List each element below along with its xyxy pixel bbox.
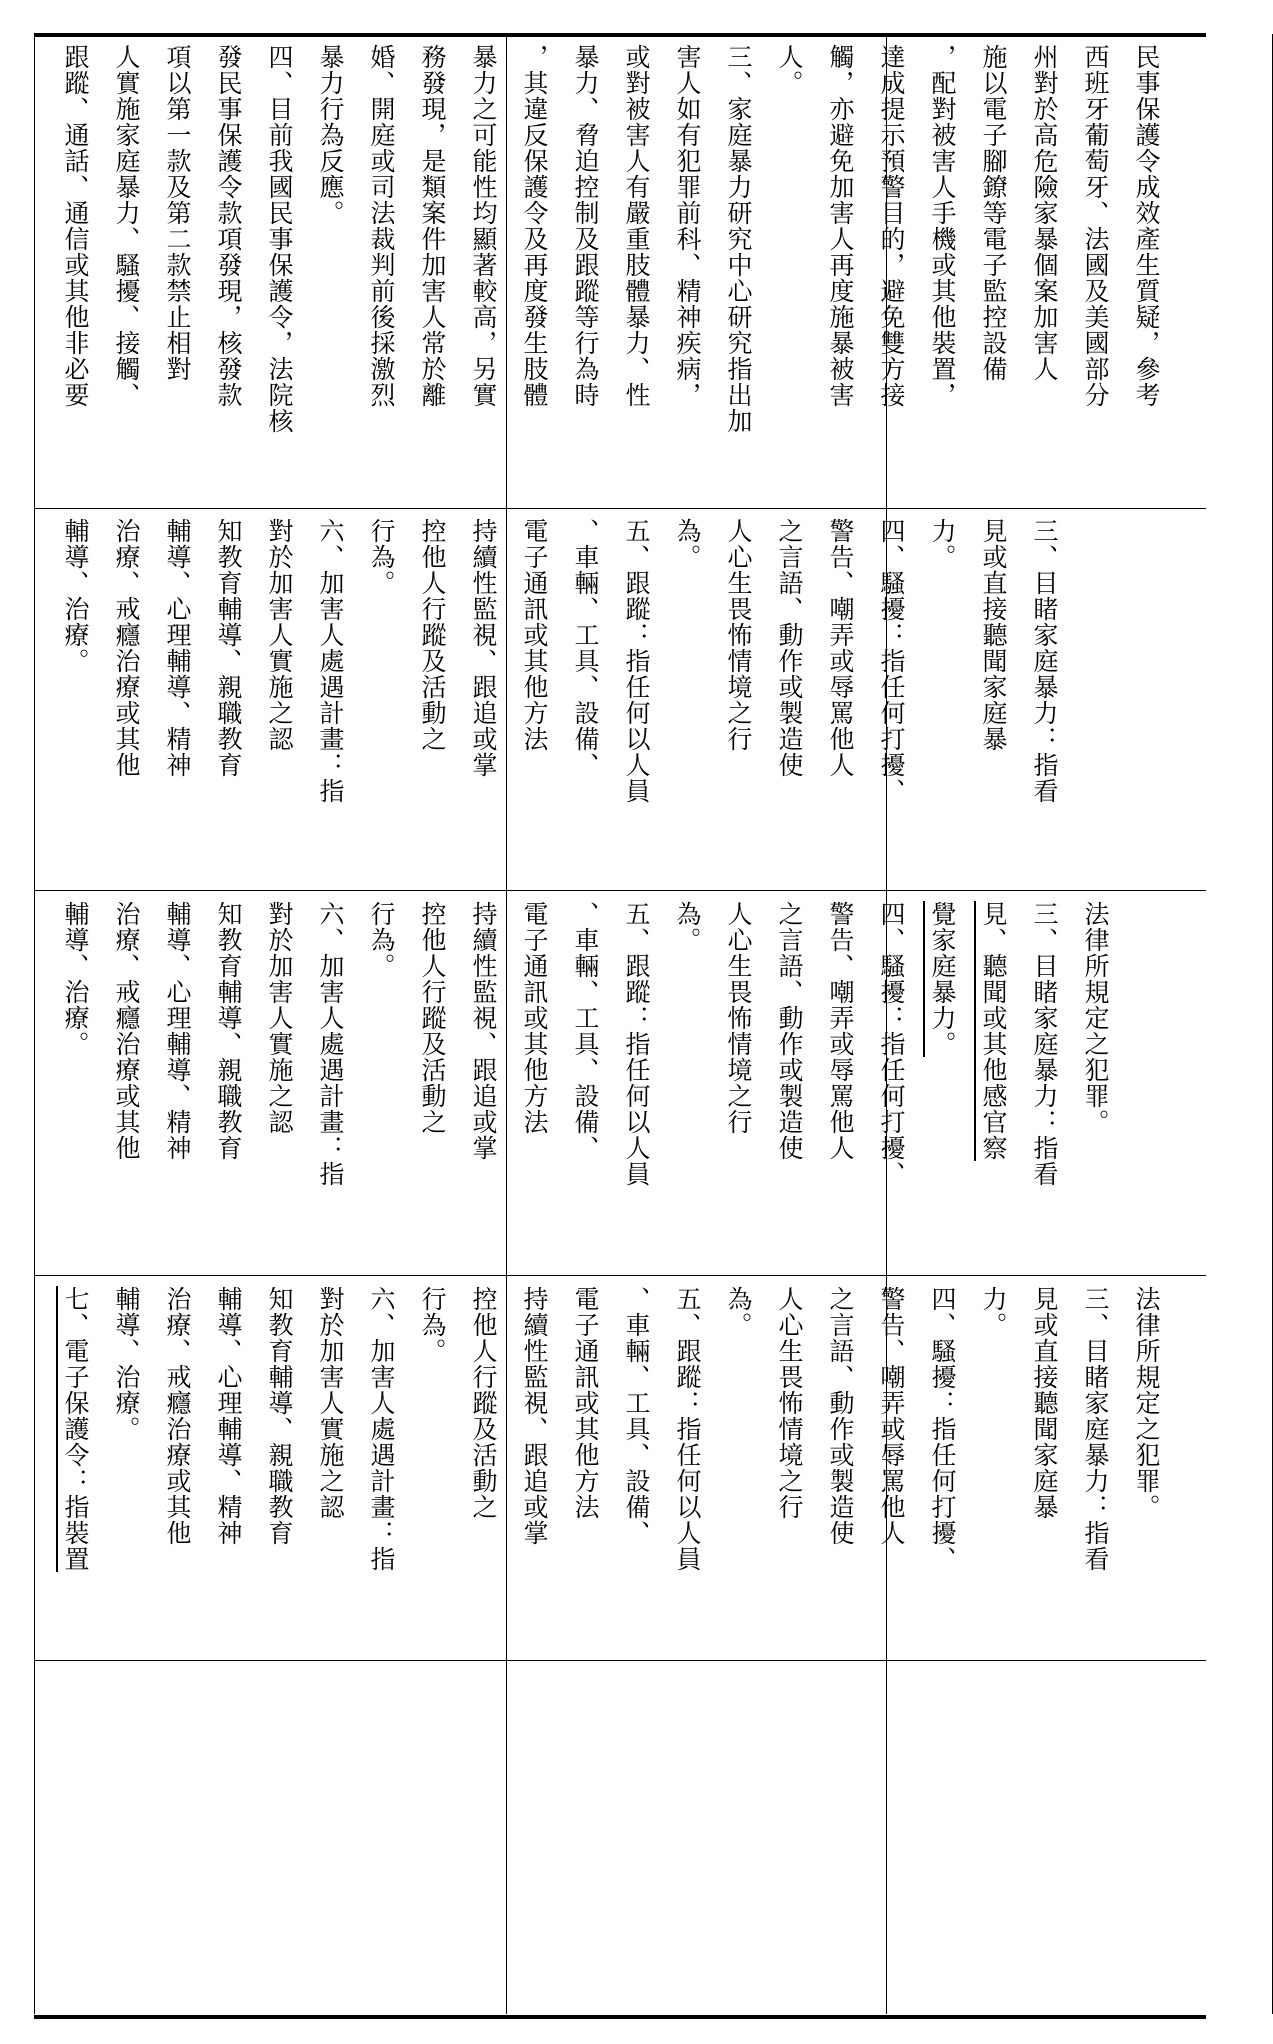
text-line: 法律所規定之犯罪。 (1081, 901, 1110, 1135)
text-line: 人實施家庭暴力、騷擾、接觸、 (112, 44, 141, 408)
text-line: 控他人行蹤及活動之 (469, 1286, 498, 1520)
text-line: 發民事保護令款項發現，核發款 (214, 44, 243, 408)
text-line: 五、跟蹤：指任何以人員 (673, 1286, 702, 1572)
text-line: 、車輛、工具、設備、 (571, 901, 600, 1161)
text-line: 七、電子保護令：指裝置 (61, 1286, 90, 1572)
text-line: 人心生畏怖情境之行 (775, 1286, 804, 1520)
text-line: 民事保護令成效產生質疑，參考 (1132, 44, 1161, 408)
text-line: 六、加害人處遇計畫：指 (367, 1286, 396, 1572)
text-line: 害人如有犯罪前科、精神疾病， (673, 44, 702, 408)
text-line: 警告、嘲弄或辱罵他人 (877, 1286, 906, 1546)
text-line: 電子通訊或其他方法 (571, 1286, 600, 1520)
text-line: 之言語、動作或製造使 (775, 901, 804, 1161)
text-line: 覺家庭暴力。 (928, 901, 957, 1057)
table-bottom-rule (34, 2015, 1206, 2019)
text-line: 六、加害人處遇計畫：指 (316, 518, 345, 804)
text-line: 婚、開庭或司法裁判前後採激烈 (367, 44, 396, 408)
text-line: 知教育輔導、親職教育 (214, 518, 243, 778)
text-line: 五、跟蹤：指任何以人員 (622, 518, 651, 804)
text-line: 電子通訊或其他方法 (520, 901, 549, 1135)
row-divider (34, 1275, 1206, 1276)
text-line: 對於加害人實施之認 (316, 1286, 345, 1520)
text-line: 見或直接聽聞家庭暴 (979, 518, 1008, 752)
text-line: 西班牙葡萄牙、法國及美國部分 (1081, 44, 1110, 408)
text-line: 輔導、治療。 (112, 1286, 141, 1442)
text-line: 輔導、治療。 (61, 518, 90, 674)
text-line: 、車輛、工具、設備、 (571, 518, 600, 778)
text-line: 四、目前我國民事保護令，法院核 (265, 44, 294, 434)
text-line: 對於加害人實施之認 (265, 901, 294, 1135)
text-line: 五、跟蹤：指任何以人員 (622, 901, 651, 1187)
current-law-column (50, 510, 1059, 888)
text-line: 輔導、心理輔導、精神 (163, 901, 192, 1161)
text-line: 四、騷擾：指任何打擾、 (877, 518, 906, 804)
text-line: 三、目睹家庭暴力：指看 (1081, 1286, 1110, 1572)
row-divider (34, 890, 1206, 891)
text-line: 控他人行蹤及活動之 (418, 901, 447, 1135)
text-line: 四、騷擾：指任何打擾、 (928, 1286, 957, 1572)
text-line: 警告、嘲弄或辱罵他人 (826, 518, 855, 778)
text-line: 人心生畏怖情境之行 (724, 901, 753, 1135)
text-line: 輔導、治療。 (61, 901, 90, 1057)
text-line: ，配對被害人手機或其他裝置， (928, 44, 957, 408)
text-line: 治療、戒癮治療或其他 (112, 518, 141, 778)
text-line: 持續性監視、跟追或掌 (469, 901, 498, 1161)
text-line: 行為。 (418, 1286, 447, 1364)
text-line: 見或直接聽聞家庭暴 (1030, 1286, 1059, 1520)
text-line: 行為。 (367, 518, 396, 596)
text-line: 之言語、動作或製造使 (826, 1286, 855, 1546)
text-line: 人。 (775, 44, 804, 96)
row-divider (34, 508, 1206, 509)
text-line: 為。 (673, 901, 702, 953)
column-divider (34, 34, 35, 2014)
text-line: 治療、戒癮治療或其他 (163, 1286, 192, 1546)
text-line: 為。 (724, 1286, 753, 1338)
text-line: 輔導、心理輔導、精神 (214, 1286, 243, 1546)
text-line: 、車輛、工具、設備、 (622, 1286, 651, 1546)
draft-b-column (50, 893, 1110, 1273)
text-line: 州對於高危險家暴個案加害人 (1030, 44, 1059, 382)
text-line: 持續性監視、跟追或掌 (520, 1286, 549, 1546)
draft-a-column (50, 1278, 1161, 1658)
text-line: 控他人行蹤及活動之 (418, 518, 447, 752)
text-line: 項以第一款及第二款禁止相對 (163, 44, 192, 382)
text-line: 見、聽聞或其他感官察 (979, 901, 1008, 1161)
text-line: ，其違反保護令及再度發生肢體 (520, 44, 549, 408)
text-line: 治療、戒癮治療或其他 (112, 901, 141, 1161)
text-line: 觸，亦避免加害人再度施暴被害 (826, 44, 855, 408)
text-line: 警告、嘲弄或辱罵他人 (826, 901, 855, 1161)
text-line: 之言語、動作或製造使 (775, 518, 804, 778)
text-line: 暴力行為反應。 (316, 44, 345, 226)
text-line: 力。 (928, 518, 957, 570)
text-line: 輔導、心理輔導、精神 (163, 518, 192, 778)
text-line: 知教育輔導、親職教育 (214, 901, 243, 1161)
text-line: 持續性監視、跟追或掌 (469, 518, 498, 778)
text-line: 電子通訊或其他方法 (520, 518, 549, 752)
text-line: 暴力之可能性均顯著較高，另實 (469, 44, 498, 408)
text-line: 法律所規定之犯罪。 (1132, 1286, 1161, 1520)
text-line: 務發現，是類案件加害人常於離 (418, 44, 447, 408)
row-divider (34, 1660, 1206, 1661)
text-line: 對於加害人實施之認 (265, 518, 294, 752)
explanation-column (50, 36, 1161, 509)
text-line: 知教育輔導、親職教育 (265, 1286, 294, 1546)
text-line: 六、加害人處遇計畫：指 (316, 901, 345, 1187)
text-line: 跟蹤、通話、通信或其他非必要 (61, 44, 90, 408)
text-line: 三、目睹家庭暴力：指看 (1030, 901, 1059, 1187)
text-line: 施以電子腳鐐等電子監控設備 (979, 44, 1008, 382)
text-line: 四、騷擾：指任何打擾、 (877, 901, 906, 1187)
text-line: 或對被害人有嚴重肢體暴力、性 (622, 44, 651, 408)
text-line: 行為。 (367, 901, 396, 979)
text-line: 三、目睹家庭暴力：指看 (1030, 518, 1059, 804)
text-line: 三、家庭暴力研究中心研究指出加 (724, 44, 753, 434)
text-line: 力。 (979, 1286, 1008, 1338)
text-line: 暴力、脅迫控制及跟蹤等行為時 (571, 44, 600, 408)
text-line: 達成提示預警目的，避免雙方接 (877, 44, 906, 408)
text-line: 人心生畏怖情境之行 (724, 518, 753, 752)
text-line: 為。 (673, 518, 702, 570)
